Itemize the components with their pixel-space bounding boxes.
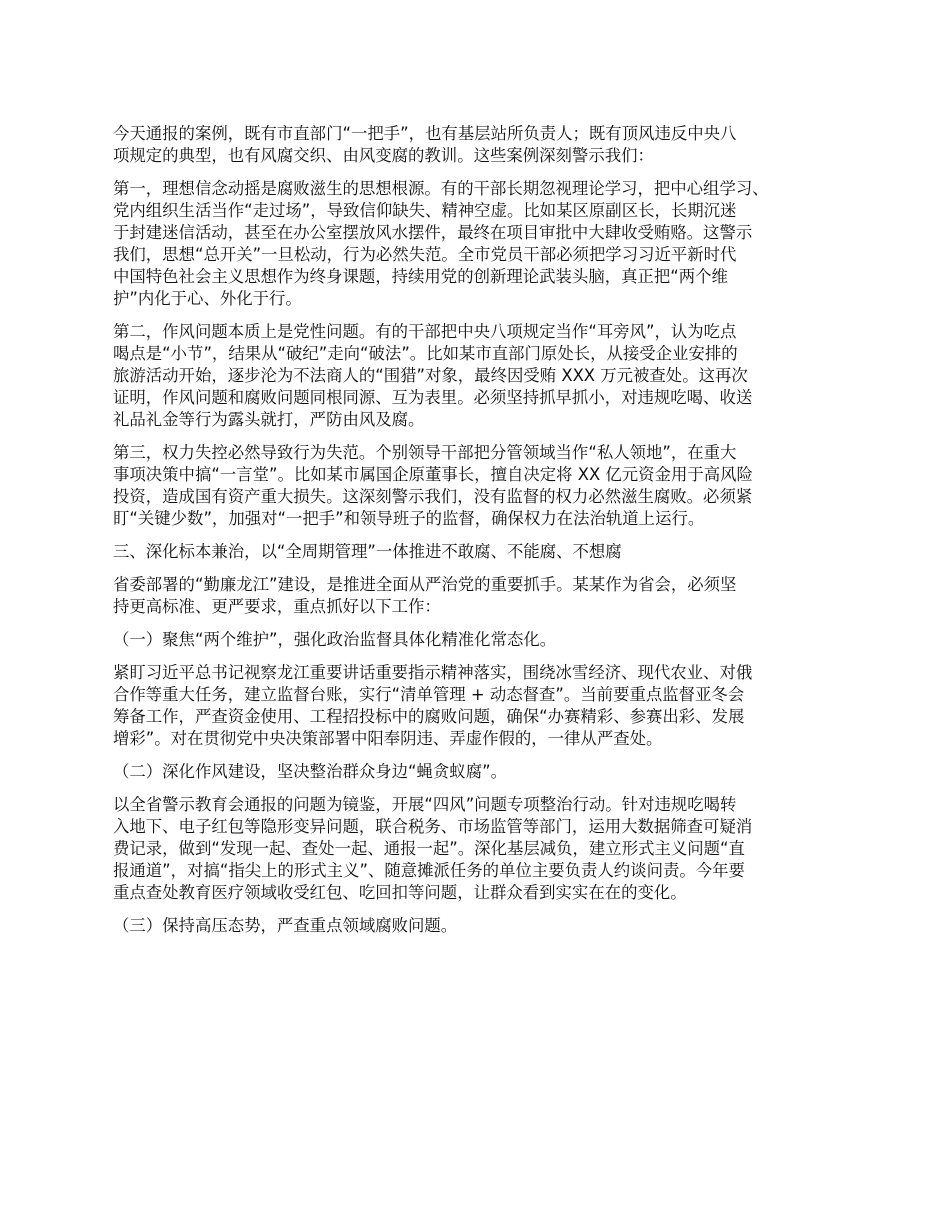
paragraph-work-style: 以全省警示教育会通报的问题为镜鉴，开展“四风”问题专项整治行动。针对违规吃喝转 入地下、电子红包等隐形变异问题，联合税务、市场监管等部门，运用大数据筛查可疑消 费记录，做到“发现一起、查处一起、通报一起”。深化基层减负，建立形式主义问题“直 报通道”，对搞“指尖上的形式主义”、随意摊派任务的单位主要负责人约谈问责。今年要 重点查处教育医疗领域收受红包、吃回扣等问题，让群众看到实实在在的变化。 (113, 795, 753, 902)
subheading-two: （二）深化作风建设，坚决整治群众身边“蝇贪蚁腐”。 (113, 762, 507, 781)
document-body (113, 123, 843, 948)
paragraph-intro: 今天通报的案例，既有市直部门“一把手”，也有基层站所负责人；既有顶风违反中央八 项规定的典型，也有风腐交织、由风变腐的教训。这些案例深刻警示我们： (113, 124, 737, 165)
paragraph-political-supervision: 紧盯习近平总书记视察龙江重要讲话重要指示精神落实，围绕冰雪经济、现代农业、对俄 合作等重大任务，建立监督台账，实行“清单管理 + 动态督查”。当前要重点监督亚冬会 筹备工作，严查资金使用、工程招投标中的腐败问题，确保“办赛精彩、参赛出彩、发展 增彩”。对在贯彻党中央决策部署中阳奉阴违、弄虚作假的，一律从严查处。 (113, 663, 753, 748)
paragraph-provincial-deployment: 省委部署的“勤廉龙江”建设，是推进全面从严治党的重要抓手。某某作为省会，必须坚 持更高标准、更严要求，重点抓好以下工作： (113, 575, 737, 616)
paragraph-first-point: 第一，理想信念动摇是腐败滋生的思想根源。有的干部长期忽视理论学习，把中心组学习、 党内组织生活当作“走过场”，导致信仰缺失、精神空虚。比如某区原副区长，长期沉迷 于封建迷信活动，甚至在办公室摆放风水摆件，最终在项目审批中大肆收受贿赂。这警示 我们，思想“总开关”一旦松动，行为必然失范。全市党员干部必须把学习习近平新时代 中国特色社会主义思想作为终身课题，持续用党的创新理论武装头脑，真正把“两个维 护”内化于心、外化于行。 (113, 179, 769, 308)
subheading-one: （一）聚焦“两个维护”，强化政治监督具体化精准化常态化。 (113, 630, 557, 649)
section-heading-three: 三、深化标本兼治，以“全周期管理”一体推进不敢腐、不能腐、不想腐 (113, 542, 622, 561)
paragraph-second-point: 第二，作风问题本质上是党性问题。有的干部把中央八项规定当作“耳旁风”，认为吃点 喝点是“小节”，结果从“破纪”走向“破法”。比如某市直部门原处长，从接受企业安排的 旅游活动开始，逐步沦为不法商人的“围猎”对象，最终因受贿 XXX 万元被查处。这再次 证明，作风问题和腐败问题同根同源、互为表里。必须坚持抓早抓小，对违规吃喝、收送 礼品礼金等行为露头就打，严防由风及腐。 (113, 322, 753, 429)
subheading-three: （三）保持高压态势，严查重点领域腐败问题。 (113, 916, 458, 935)
paragraph-third-point: 第三，权力失控必然导致行为失范。个别领导干部把分管领域当作“私人领地”，在重大 事项决策中搞“一言堂”。比如某市属国企原董事长，擅自决定将 XX 亿元资金用于高风险 投资，造成国有资产重大损失。这深刻警示我们，没有监督的权力必然滋生腐败。必须紧 盯“关键少数”，加强对“一把手”和领导班子的监督，确保权力在法治轨道上运行。 (113, 443, 753, 528)
